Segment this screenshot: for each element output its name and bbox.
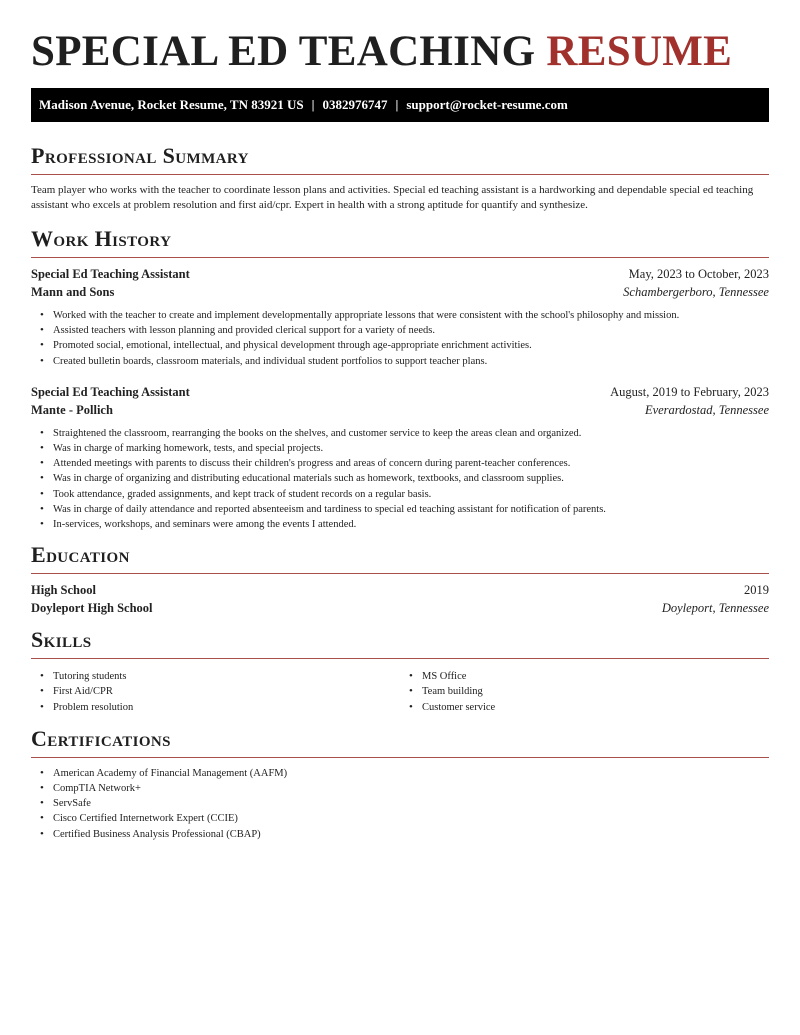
- certifications-list: [31, 766, 769, 842]
- education-school-row: [31, 601, 769, 616]
- job-entry: [31, 385, 769, 532]
- section-divider: [31, 573, 769, 574]
- professional-summary-section: [31, 145, 769, 213]
- section-heading-work: Work History: [31, 226, 172, 251]
- contact-separator: |: [311, 97, 315, 112]
- list-item: • Cisco Certified Internetwork Expert (CCIE): [53, 811, 769, 826]
- job-company: Mann and Sons: [31, 285, 115, 299]
- education-degree: High School: [31, 583, 96, 598]
- section-divider: [31, 257, 769, 258]
- contact-address: Madison Avenue, Rocket Resume, TN 83921 US: [39, 97, 304, 112]
- job-header-row: [31, 267, 769, 282]
- job-company-row: [31, 403, 769, 418]
- section-heading-summary: Professional Summary: [31, 143, 249, 168]
- section-heading-skills: Skills: [31, 627, 92, 653]
- job-location: Everardostad, Tennessee: [644, 402, 769, 417]
- list-item: • Straightened the classroom, rearranging the books on the shelves, and customer service to keep the areas clean and organized.: [53, 426, 769, 441]
- skills-list-right: [400, 669, 769, 715]
- list-item: • First Aid/CPR: [53, 684, 400, 699]
- job-company-row: [31, 285, 769, 300]
- job-location: Schambergerboro, Tennessee: [623, 285, 769, 299]
- skills-section: [31, 629, 769, 715]
- contact-separator: |: [395, 97, 399, 112]
- skills-grid: [31, 661, 769, 715]
- education-location: Doyleport, Tennessee: [661, 601, 769, 616]
- list-item: • Certified Business Analysis Professional (CBAP): [53, 827, 769, 842]
- contact-phone: 0382976747: [322, 97, 388, 112]
- section-divider: [31, 658, 769, 659]
- list-item: • Was in charge of daily attendance and reported absenteeism and tardiness to special ed teaching assistant for notification of parents.: [53, 502, 769, 517]
- list-item: • Worked with the teacher to create and implement developmentally appropriate lessons that were consistent with the school's philosophy and mission.: [53, 308, 769, 323]
- certifications-section: [31, 725, 769, 842]
- list-item: • MS Office: [422, 669, 769, 684]
- job-bullet-list: [31, 426, 769, 532]
- list-item: • Was in charge of marking homework, tests, and special projects.: [53, 441, 769, 456]
- education-section: [31, 544, 769, 616]
- list-item: • Customer service: [422, 700, 769, 715]
- list-item: • Tutoring students: [53, 669, 400, 684]
- section-heading-education: Education: [31, 542, 130, 568]
- education-school: Doyleport High School: [31, 601, 153, 616]
- section-divider: [31, 757, 769, 758]
- list-item: • Team building: [422, 684, 769, 699]
- job-header-row: [31, 385, 769, 400]
- list-item: • Took attendance, graded assignments, and kept track of student records on a regular basis.: [53, 487, 769, 502]
- list-item: • Was in charge of organizing and distributing educational materials such as homework, textbooks, and classroom supplies.: [53, 471, 769, 486]
- job-title: Special Ed Teaching Assistant: [31, 267, 190, 281]
- list-item: • Promoted social, emotional, intellectual, and physical development through age-appropriate enrichment activities.: [53, 338, 769, 353]
- contact-email[interactable]: support@rocket-resume.com: [406, 97, 568, 112]
- list-item: • Attended meetings with parents to discuss their children's progress and areas of concern during parent-teacher conferences.: [53, 456, 769, 471]
- list-item: • In-services, workshops, and seminars were among the events I attended.: [53, 517, 769, 532]
- summary-text: Team player who works with the teacher to coordinate lesson plans and activities. Special ed teaching assistant is a hardworking and dependable special ed teaching assistant who excels at problem resolution and first aid/cpr. Expert in health with a strong aptitude for quantify and synthesize.: [31, 184, 754, 211]
- job-title: Special Ed Teaching Assistant: [31, 384, 190, 399]
- education-entry: [31, 583, 769, 616]
- list-item: • ServSafe: [53, 796, 769, 811]
- job-dates: May, 2023 to October, 2023: [628, 267, 769, 281]
- contact-bar: [31, 88, 769, 122]
- education-year: 2019: [744, 583, 769, 598]
- title-accent: RESUME: [546, 28, 733, 75]
- list-item: • CompTIA Network+: [53, 781, 769, 796]
- skills-list-left: [31, 669, 400, 715]
- list-item: • Created bulletin boards, classroom materials, and individual student portfolios to support teacher plans.: [53, 354, 769, 369]
- title-main: SPECIAL ED TEACHING: [31, 28, 536, 75]
- list-item: • Assisted teachers with lesson planning and provided clerical support for a variety of needs.: [53, 323, 769, 338]
- job-dates: August, 2019 to February, 2023: [610, 384, 769, 399]
- work-history-section: [31, 228, 769, 532]
- education-header-row: [31, 583, 769, 598]
- list-item: • American Academy of Financial Management (AAFM): [53, 766, 769, 781]
- resume-title: [31, 30, 769, 73]
- section-heading-certifications: Certifications: [31, 725, 171, 751]
- list-item: • Problem resolution: [53, 700, 400, 715]
- job-bullet-list: [31, 308, 769, 369]
- section-divider: [31, 174, 769, 175]
- job-company: Mante - Pollich: [31, 402, 113, 417]
- job-entry: [31, 267, 769, 369]
